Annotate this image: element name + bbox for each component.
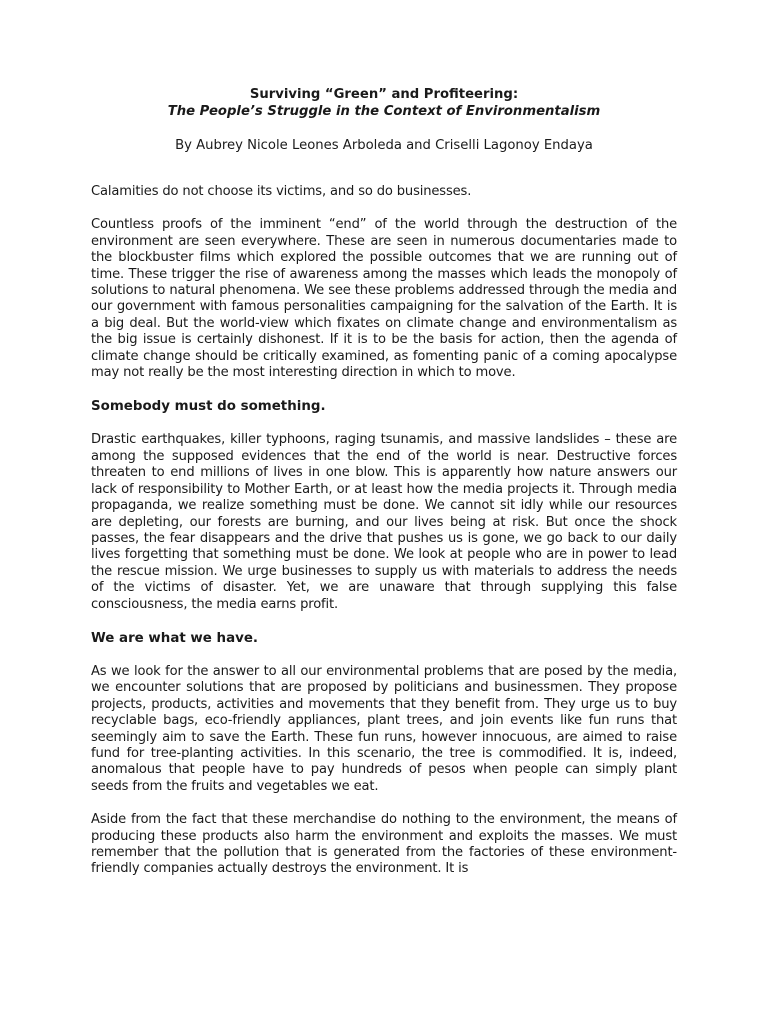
paragraph-merchandise: Aside from the fact that these merchandise do nothing to the environment, the means of producing these products also harm the environment and exploits the masses. We must remember that the pollution that is generated from the factories of these environment-friendly companies actually destroys the environment. It is — [91, 812, 677, 877]
document-title: Surviving “Green” and Profiteering: — [249, 87, 519, 102]
paragraph-proofs: Countless proofs of the imminent “end” of the world through the destruction of the environment are seen everywhere. These are seen in numerous documentaries made to the blockbuster films which explored the possible outcomes that we are running out of time. These trigger the rise of awareness among the masses which leads the monopoly of solutions to natural phenomena. We see these problems addressed through the media and our government with famous personalities campaigning for the salvation of the Earth. It is a big deal. But the world-view which fixates on climate change and environmentalism as the big issue is certainly dishonest. If it is to be the basis for action, then the agenda of climate change should be critically examined, as fomenting panic of a coming apocalypse may not really be the most interesting direction in which to move. — [91, 217, 677, 381]
document-page — [91, 86, 677, 878]
paragraph-solutions: As we look for the answer to all our environmental problems that are posed by the media, we encounter solutions that are proposed by politicians and businessmen. They propose projects, products, activities and movements that they benefit from. They urge us to buy recyclable bags, eco-friendly appliances, plant trees, and join events like fun runs that seemingly aim to save the Earth. These fun runs, however innocuous, are aimed to raise fund for tree-planting activities. In this scenario, the tree is commodified. It is, indeed, anomalous that people have to pay hundreds of pesos when people can simply plant seeds from the fruits and vegetables we eat. — [91, 663, 677, 794]
byline: By Aubrey Nicole Leones Arboleda and Criselli Lagonoy Endaya — [175, 138, 593, 153]
paragraph-intro: Calamities do not choose its victims, and so do businesses. — [91, 184, 472, 199]
section-heading-what-we-have: We are what we have. — [91, 630, 259, 646]
paragraph-disasters: Drastic earthquakes, killer typhoons, raging tsunamis, and massive landslides – these are among the supposed evidences that the end of the world is near. Destructive forces threaten to end millions of lives in one blow. This is apparently how nature answers our lack of responsibility to Mother Earth, or at least how the media projects it. Through media propaganda, we realize something must be done. We cannot sit idly while our resources are depleting, our forests are burning, and our lives being at risk. But once the shock passes, the fear disappears and the drive that pushes us is gone, we go back to our daily lives forgetting that something must be done. We look at people who are in power to lead the rescue mission. We urge businesses to supply us with materials to address the needs of the victims of disaster. Yet, we are unaware that through supplying this false consciousness, the media earns profit. — [91, 432, 677, 612]
document-subtitle: The People’s Struggle in the Context of Environmentalism — [167, 104, 601, 119]
section-heading-somebody: Somebody must do something. — [91, 399, 326, 415]
